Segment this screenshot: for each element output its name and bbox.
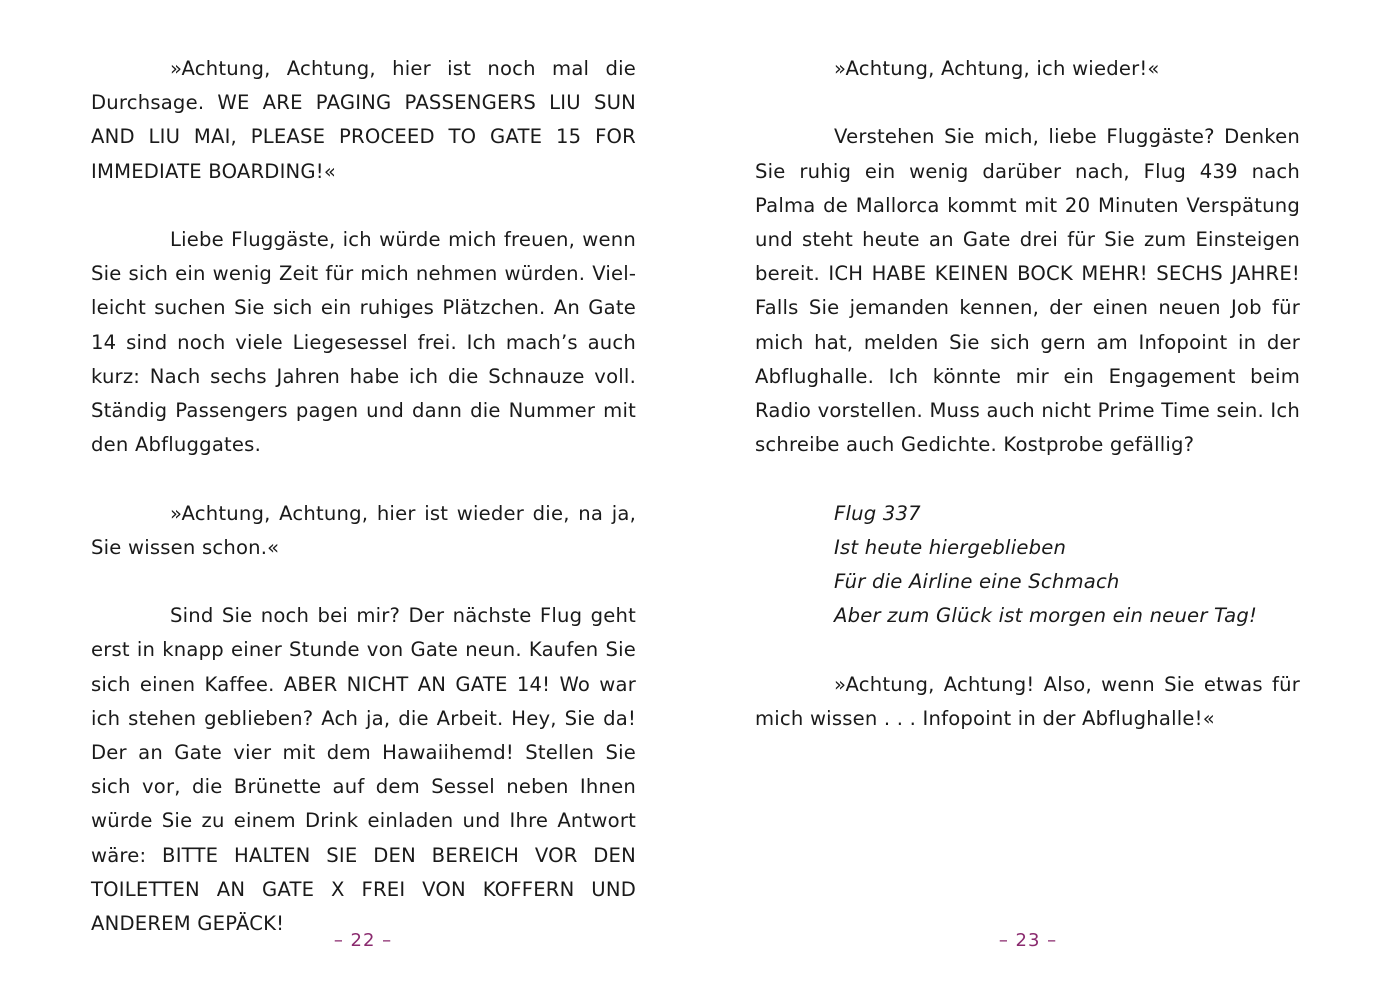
paragraph-announcement-4: »Achtung, Achtung! Also, wenn Sie etwas für mich wissen . . . Infopoint in der Abflughalle!«	[755, 672, 1300, 730]
poem-line: Flug 337	[834, 501, 921, 525]
right-page	[755, 52, 1300, 770]
poem-line: Aber zum Glück ist morgen ein neuer Tag!	[834, 604, 1258, 628]
paragraph-announcement-1: »Achtung, Achtung, hier ist noch mal die Durchsage. WE ARE PAGING PASSENGERS LIU SUN AND LIU MAI, PLEASE PROCEED TO GATE 15 FOR IMMEDIATE BOARDING!«	[91, 57, 636, 183]
poem	[834, 497, 1300, 634]
page-number-right: – 23 –	[998, 930, 1058, 951]
paragraph-monologue-1: Liebe Fluggäste, ich würde mich freuen, wenn Sie sich ein wenig Zeit für mich nehmen würden. Vielleicht suchen Sie sich ein ruhiges Plätzchen. An Gate 14 sind noch viele Liegesessel frei. Ich mach’s auch kurz: Nach sechs Jahren habe ich die Schnauze voll. Ständig Passengers pagen und dann die Nummer mit den Abfluggates.	[91, 228, 636, 457]
left-page	[91, 52, 636, 975]
paragraph-monologue-3: Verstehen Sie mich, liebe Fluggäste? Denken Sie ruhig ein wenig darüber nach, Flug 439 nach Palma de Mallorca kommt mit 20 Minuten Verspätung und steht heute an Gate drei für Sie zum Einsteigen bereit. ICH HABE KEINEN BOCK MEHR! SECHS JAHRE! Falls Sie jemanden kennen, der einen neuen Job für mich hat, melden Sie sich gern am Infopoint in der Abflughalle. Ich könnte mir ein Engagement beim Radio vorstellen. Muss auch nicht Prime Time sein. Ich schreibe auch Gedichte. Kostprobe gefällig?	[755, 125, 1300, 457]
poem-line: Für die Airline eine Schmach	[834, 570, 1120, 594]
paragraph-monologue-2: Sind Sie noch bei mir? Der nächste Flug geht erst in knapp einer Stunde von Gate neun. Kaufen Sie sich einen Kaffee. ABER NICHT AN GATE 14! Wo war ich stehen geblieben? Ach ja, die Arbeit. Hey, Sie da! Der an Gate vier mit dem Hawaiihemd! Stellen Sie sich vor, die Brünette auf dem Sessel neben Ihnen würde Sie zu einem Drink einladen und Ihre Antwort wäre: BITTE HALTEN SIE DEN BEREICH VOR DEN TOILETTEN AN GATE X FREI VON KOFFERN UND ANDEREM GEPÄCK!	[91, 604, 636, 936]
poem-line: Ist heute hiergeblieben	[834, 535, 1067, 559]
page-number-left: – 22 –	[333, 930, 393, 951]
paragraph-announcement-2: »Achtung, Achtung, hier ist wieder die, na ja, Sie wissen schon.«	[91, 501, 636, 559]
paragraph-announcement-3: »Achtung, Achtung, ich wieder!«	[834, 57, 1160, 80]
